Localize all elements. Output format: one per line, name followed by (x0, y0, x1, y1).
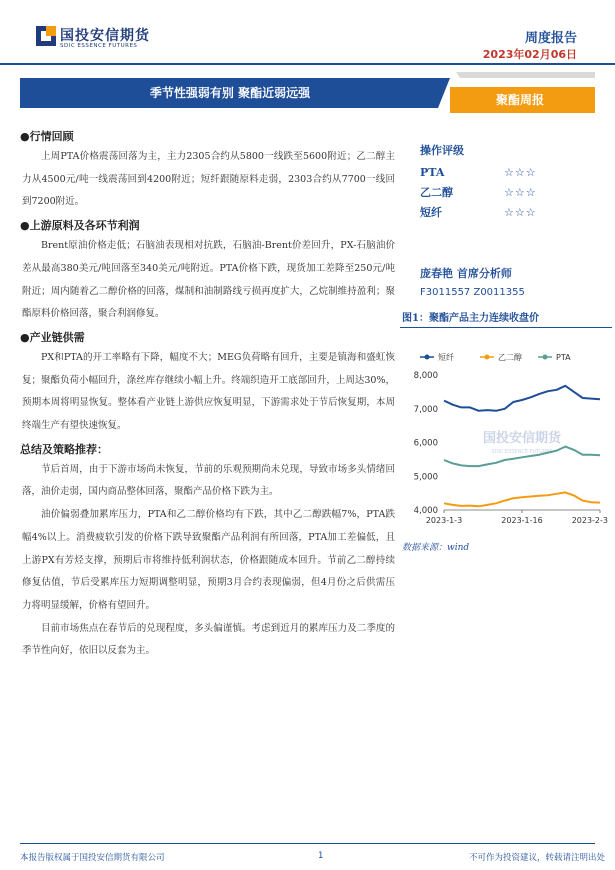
watermark-text-en: SDIC ESSENCE FUTURES (491, 449, 553, 455)
section-supply-demand (20, 329, 395, 438)
header-divider (0, 63, 615, 65)
x-tick-label: 2023-1-16 (501, 516, 543, 525)
report-type: 周度报告 (524, 31, 577, 46)
watermark-text: 国投安信期货 (482, 431, 562, 446)
section-market-review (20, 128, 395, 214)
legend-marker (425, 355, 430, 360)
sidebar (420, 142, 600, 298)
y-tick-label: 7,000 (413, 404, 438, 415)
main-content (20, 125, 395, 663)
report-date: 2023年02月06日 (482, 48, 577, 61)
section-strategy (20, 441, 395, 663)
company-name: 国投安信期货 (60, 28, 150, 44)
price-line-chart (400, 340, 612, 532)
legend-marker (485, 355, 490, 360)
x-tick-label: 2023-2-3 (571, 516, 608, 525)
report-title: 季节性强弱有别 聚酯近弱远强 (149, 86, 311, 100)
report-sector: 聚酯周报 (495, 93, 544, 107)
paragraph: 节后首周，由于下游市场尚未恢复，节前的乐观预期尚未兑现，导致市场多头情绪回落，油价走弱，国内商品整体回落，聚酯产品价格下跌为主。 (22, 463, 395, 498)
legend-label: PTA (556, 353, 571, 362)
star-icon: ☆☆☆ (504, 166, 537, 179)
paragraph: 目前市场焦点在春节后的兑现程度，多头偏谨慎。考虑到近月的累库压力及二季度的季节性向好，依旧以反套为主。 (22, 622, 395, 657)
section-title: ●行情回顾 (20, 130, 74, 143)
analyst-name: 庞春艳 首席分析师 (420, 267, 512, 280)
y-tick-label: 6,000 (413, 438, 438, 449)
y-tick-label: 5,000 (413, 472, 438, 483)
rating-name: PTA (420, 166, 445, 179)
paragraph: 油价偏弱叠加累库压力，PTA和乙二醇价格均有下跌，其中乙二醇跌幅7%，PTA跌幅4%以上。消费疲软引发的价格下跌导致聚酯产品利润有所回落，PTA加工差偏低，且上游PX有芳烃支撑，预期后市将维持低利润状态，价格跟随成本回升。节前乙二醇持续修复估值，节后受累库压力短期调整明显，预期3月合约表现偏弱，但4月份之后供需压力将明显缓解，价格有望回升。 (22, 509, 395, 611)
analyst-id: F3011557 Z0011355 (420, 287, 525, 298)
rating-row (420, 163, 600, 183)
paragraph: Brent原油价格走低；石脑油表现相对抗跌，石脑油-Brent价差回升，PX-石脑油价差从最高380美元/吨回落至340美元/吨附近。PTA价格下跌，现货加工差降至250元/吨附近；周内随着乙二醇价格的回落，煤制和油制路线亏损再度扩大，乙烷制维持盈利；聚酯原料价格回落，聚合利润修复。 (22, 240, 395, 320)
title-banner (20, 70, 595, 115)
paragraph: PX和PTA的开工率略有下降，幅度不大；MEG负荷略有回升，主要是镇海和盛虹恢复；聚酯负荷小幅回升，涤丝库存继续小幅上升。终端织造开工底部回升，上周达30%，预期本周将明显恢复。整体看产业链上游供应恢复明显，下游需求处于节后恢复期，本周终端生产有望快速恢复。 (22, 351, 395, 432)
star-icon: ☆☆☆ (504, 206, 537, 219)
series-line (444, 492, 600, 506)
page-header (0, 0, 615, 70)
footer-divider (20, 843, 595, 844)
rating-row (420, 183, 600, 203)
section-title: ●产业链供需 (20, 330, 85, 344)
rating-name: 乙二醇 (420, 186, 453, 199)
legend-marker (543, 355, 548, 360)
figure-title: 图1：聚酯产品主力连续收盘价 (402, 313, 539, 324)
x-tick-label: 2023-1-3 (425, 516, 463, 525)
footer-disclaimer: 不可作为投资建议，转载请注明出处 (468, 853, 605, 863)
y-tick-label: 8,000 (413, 371, 438, 381)
figure-divider (400, 327, 612, 328)
y-tick-label: 4,000 (413, 506, 438, 516)
section-title: 总结及策略推荐： (20, 442, 108, 456)
legend-label: 短纤 (438, 353, 454, 362)
rating-row (420, 203, 600, 223)
company-logo-icon (36, 26, 56, 46)
section-title: ●上游原料及各环节利润 (20, 219, 140, 233)
legend-label: 乙二醇 (498, 353, 522, 362)
star-icon: ☆☆☆ (504, 186, 537, 199)
company-name-en: SDIC ESSENCE FUTURES (60, 43, 138, 49)
page-number: 1 (318, 851, 324, 861)
data-source: 数据来源：wind (402, 543, 470, 553)
series-line (444, 386, 600, 411)
section-upstream-profit (20, 217, 395, 326)
footer-copyright: 本报告版权属于国投安信期货有限公司 (20, 853, 165, 863)
paragraph: 上周PTA价格震荡回落为主，主力2305合约从5800一线跌至5600附近；乙二醇主力从4500元/吨一线震荡回到4200附近；短纤跟随原料走弱，2303合约从7700一线回到7200附近。 (22, 151, 395, 208)
rating-name: 短纤 (420, 206, 442, 219)
rating-title: 操作评级 (420, 144, 464, 157)
